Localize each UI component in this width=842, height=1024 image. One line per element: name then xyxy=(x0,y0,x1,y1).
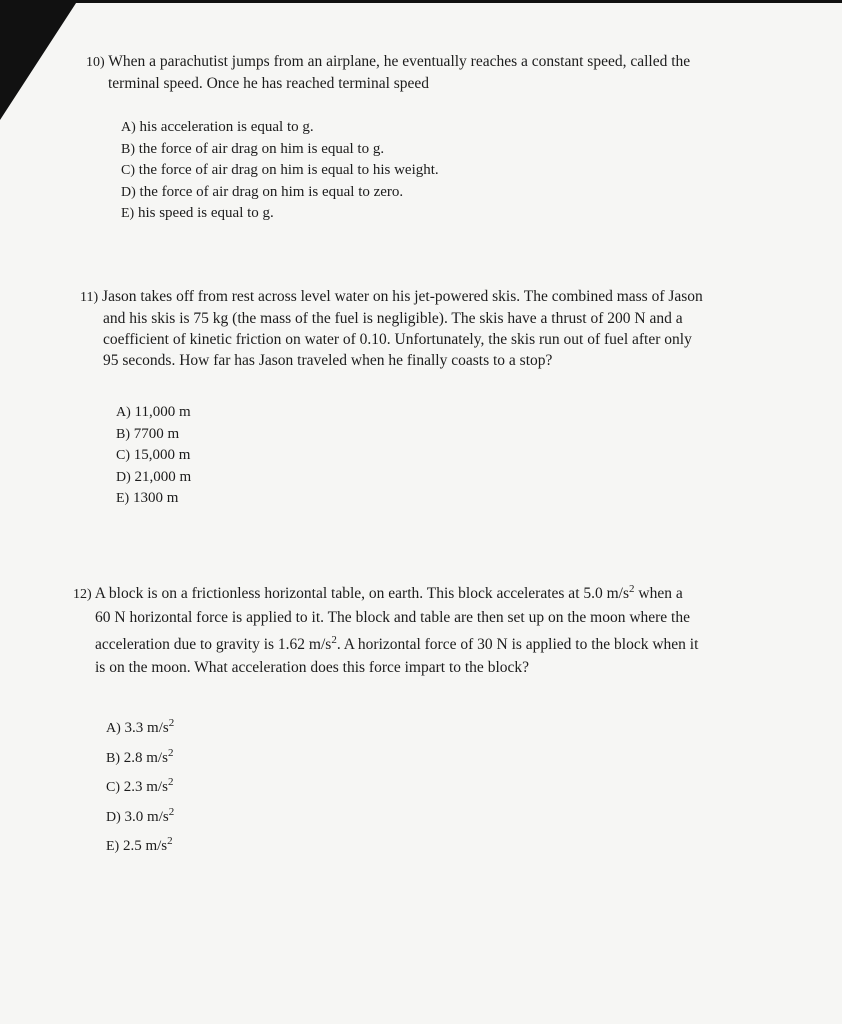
choice-12-c[interactable]: C) 2.3 $m/s^2$ xyxy=(106,776,174,795)
question-10-number: 10) xyxy=(86,55,105,70)
choice-12-e[interactable]: E) 2.5 $m/s^2$ xyxy=(106,835,173,854)
question-11-line-3: coefficient of kinetic friction on water of 0.10. Unfortunately, the skis run out of fuel after only xyxy=(103,331,692,348)
question-12-line-3: acceleration due to gravity is 1.62 $m/s^2$. A horizontal force of 30 N is applied to the block when it xyxy=(95,634,699,653)
question-12-line-4: is on the moon. What acceleration does this force impart to the block? xyxy=(95,659,530,676)
choice-11-a[interactable]: A) 11,000 m xyxy=(116,404,191,420)
question-12 xyxy=(73,582,785,679)
choice-10-e[interactable]: E) his speed is equal to g. xyxy=(121,205,274,221)
question-10-line-2: terminal speed. Once he has reached terminal speed xyxy=(108,75,430,92)
choice-10-c[interactable]: C) the force of air drag on him is equal to his weight. xyxy=(121,162,439,178)
choice-11-e[interactable]: E) 1300 m xyxy=(116,490,179,506)
question-12-line-1: 12) A block is on a frictionless horizontal table, on earth. This block accelerates at 5.0 $m/s^2$ when a xyxy=(73,583,683,602)
question-12-number: 12) xyxy=(73,587,92,602)
choice-11-d[interactable]: D) 21,000 m xyxy=(116,468,192,485)
question-11-line-2: and his skis is 75 kg (the mass of the fuel is negligible). The skis have a thrust of 200 N and a xyxy=(103,310,683,327)
question-11-line-4: 95 seconds. How far has Jason traveled when he finally coasts to a stop? xyxy=(103,352,553,369)
choice-11-c[interactable]: C) 15,000 m xyxy=(116,447,191,463)
choice-11-b[interactable]: B) 7700 m xyxy=(116,425,180,442)
choice-10-d[interactable]: D) the force of air drag on him is equal to zero. xyxy=(121,183,404,200)
choice-12-d[interactable]: D) 3.0 $m/s^2$ xyxy=(106,805,175,825)
scan-top-edge xyxy=(70,0,842,3)
choice-10-a[interactable]: A) his acceleration is equal to g. xyxy=(121,119,314,135)
question-10-choices xyxy=(121,117,439,225)
question-11-line-1: 11) Jason takes off from rest across level water on his jet-powered skis. The combined mass of Jason xyxy=(80,288,703,305)
question-11 xyxy=(80,286,780,371)
question-12-line-2: 60 N horizontal force is applied to it. The block and table are then set up on the moon where the xyxy=(95,609,690,626)
question-10-line-1: 10) When a parachutist jumps from an airplane, he eventually reaches a constant speed, called the xyxy=(86,53,691,70)
question-12-choices xyxy=(106,714,174,862)
choice-12-b[interactable]: B) 2.8 $m/s^2$ xyxy=(106,746,174,766)
question-10 xyxy=(86,51,776,94)
question-11-number: 11) xyxy=(80,290,99,305)
choice-12-a[interactable]: A) 3.3 $m/s^2$ xyxy=(106,717,175,736)
question-11-choices xyxy=(116,402,191,510)
choice-10-b[interactable]: B) the force of air drag on him is equal to g. xyxy=(121,140,385,157)
